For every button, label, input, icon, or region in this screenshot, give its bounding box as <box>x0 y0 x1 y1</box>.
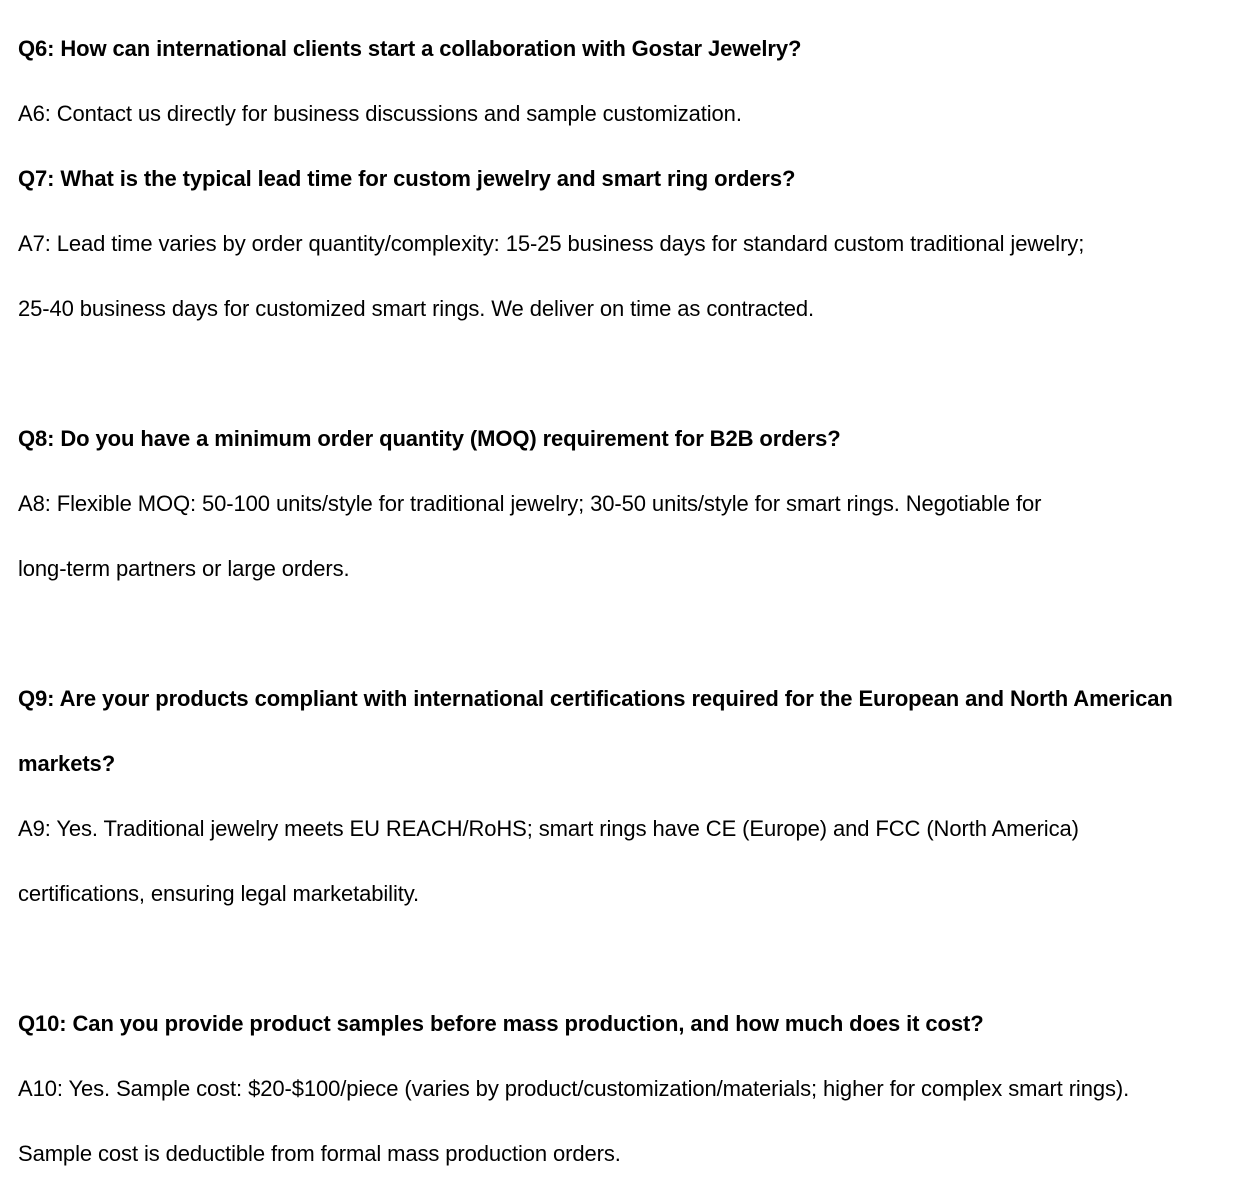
faq-question-q9-line2: markets? <box>18 751 116 776</box>
faq-answer-a9-line1: A9: Yes. Traditional jewelry meets EU REACH/RoHS; smart rings have CE (Europe) and FCC (North America) <box>18 816 1079 841</box>
faq-answer-a6: A6: Contact us directly for business discussions and sample customization. <box>18 101 742 126</box>
faq-answer-a10-line1: A10: Yes. Sample cost: $20-$100/piece (varies by product/customization/materials; higher for complex smart rings). <box>18 1076 1130 1101</box>
faq-answer-a9-line2: certifications, ensuring legal marketability. <box>18 881 420 906</box>
faq-question-q6: Q6: How can international clients start a collaboration with Gostar Jewelry? <box>18 36 802 61</box>
faq-answer-a10-line2: Sample cost is deductible from formal mass production orders. <box>18 1141 621 1166</box>
faq-question-q9-line1: Q9: Are your products compliant with international certifications required for the European and North American <box>18 686 1173 711</box>
faq-answer-a7-line1: A7: Lead time varies by order quantity/complexity: 15-25 business days for standard custom traditional jewelry; <box>18 231 1085 256</box>
faq-answer-a8-line2: long-term partners or large orders. <box>18 556 350 581</box>
faq-question-q8: Q8: Do you have a minimum order quantity (MOQ) requirement for B2B orders? <box>18 426 841 451</box>
faq-question-q10: Q10: Can you provide product samples before mass production, and how much does it cost? <box>18 1011 984 1036</box>
faq-question-q7: Q7: What is the typical lead time for custom jewelry and smart ring orders? <box>18 166 796 191</box>
faq-answer-a7-line2: 25-40 business days for customized smart rings. We deliver on time as contracted. <box>18 296 815 321</box>
faq-answer-a8-line1: A8: Flexible MOQ: 50-100 units/style for traditional jewelry; 30-50 units/style for smart rings. Negotiable for <box>18 491 1042 516</box>
